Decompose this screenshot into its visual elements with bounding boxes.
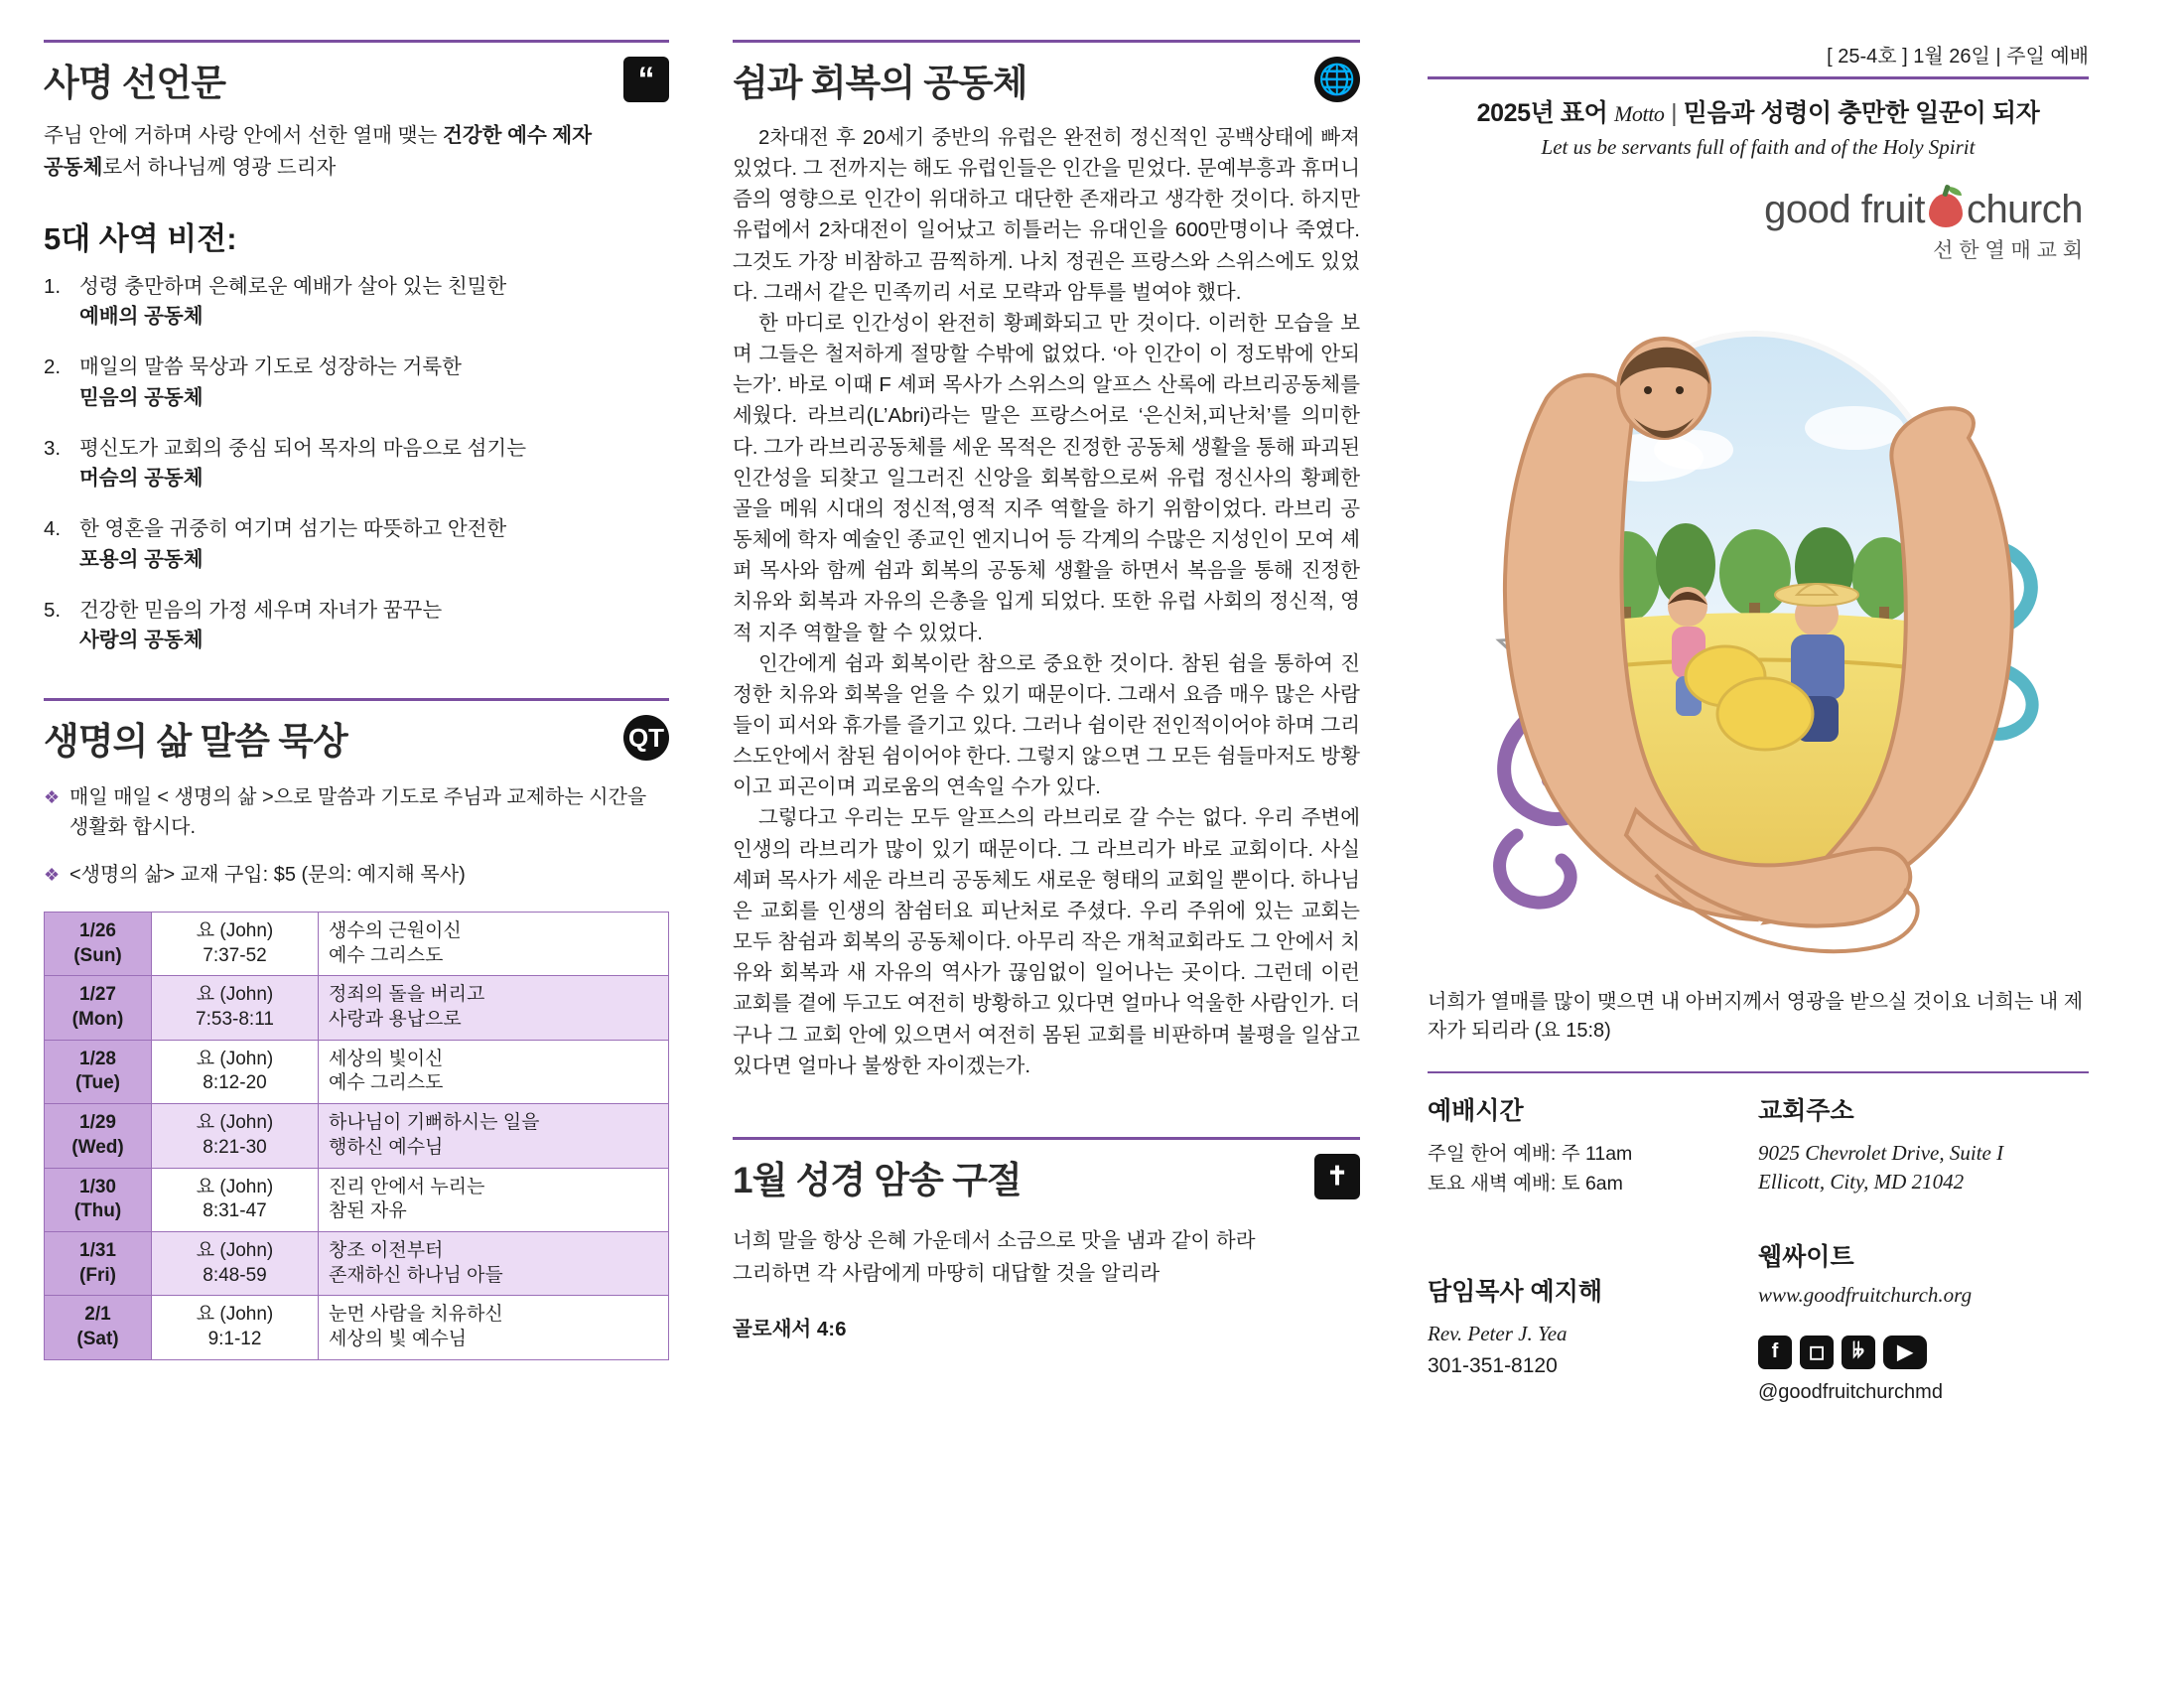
article-title: 쉼과 회복의 공동체 (733, 63, 1027, 103)
issue-line: [ 25-4호 ] 1월 26일 | 주일 예배 (1827, 46, 2089, 68)
vision-item-number: 3. (44, 436, 62, 460)
vision-list (44, 272, 669, 657)
reading-reference: 요 (John) 7:53-8:11 (152, 976, 319, 1040)
mission-line2-bold: 공동체 (44, 155, 103, 179)
instagram-icon[interactable]: ◻ (1800, 1336, 1834, 1369)
vision-item-bold: 포용의 공동체 (79, 547, 204, 571)
illustration-hands-cradling-field (1428, 279, 2083, 964)
reading-date: 1/26 (Sun) (45, 913, 152, 976)
reading-date: 1/29 (Wed) (45, 1104, 152, 1168)
devotion-section (44, 698, 669, 765)
article-paragraph: 한 마디로 인간성이 완전히 황폐화되고 만 것이다. 이러한 모습을 보며 그들은 철저하게 절망할 수밖에 없었다. ‘아 인간이 이 정도밖에 안되는가’. 바로 이때 F 셰퍼 목사가 스위스의 알프스 산록에 라브리공동체를 세웠다. 라브리(L’Abri)라는 말은 프랑스어로 ‘은신처,피난처’를 의미한다. 그가 라브리공동체를 세운 목적은 진정한 공동체 생활을 통해 파괴된 인간성을 되찾고 일그러진 신앙을 회복함으로써 유럽 정신사의 황폐한 골을 메워 시대의 정신적,영적 지주 역할을 하기 위함이었다. 라브리 공동체에 학자 예술인 종교인 엔지니어 등 각계의 수많은 지성인이 모여 셰퍼 목사와 함께 쉼과 회복의 공동체 생활을 하면서 복음을 통해 진정한 치유와 회복과 자유의 은총을 입게 되었다. 또한 유럽 사회의 정신적, 영적 지주 역할을 할 수 있었다. (733, 311, 1360, 644)
motto-year-label: 2025년 표어 (1476, 99, 1608, 127)
memory-verse-line1: 너희 말을 항상 은혜 가운데서 소금으로 맛을 냄과 같이 하라 (733, 1228, 1256, 1252)
reading-date: 2/1 (Sat) (45, 1296, 152, 1359)
reading-reference: 요 (John) 7:37-52 (152, 913, 319, 976)
table-row (45, 1296, 669, 1359)
church-logo (1764, 188, 2083, 264)
reading-title: 진리 안에서 누리는 참된 자유 (319, 1168, 669, 1231)
vision-item-text: 한 영혼을 귀중히 여기며 섬기는 따뜻하고 안전한 (79, 517, 507, 541)
vision-item-bold: 사랑의 공동체 (79, 629, 204, 652)
devotion-header (44, 701, 669, 765)
article-header (733, 43, 1360, 106)
mission-line1: 주님 안에 거하며 사랑 안에서 선한 열매 맺는 (44, 124, 444, 147)
service-times-block (1428, 1091, 1758, 1404)
memory-verse-body (733, 1225, 1360, 1291)
address-title: 교회주소 (1758, 1097, 1854, 1125)
diamond-bullet-icon: ❖ (44, 865, 61, 886)
vision-item-number: 2. (44, 355, 62, 379)
reading-reference: 요 (John) 9:1-12 (152, 1296, 319, 1359)
service-times-title: 예배시간 (1428, 1097, 1524, 1125)
reading-date: 1/31 (Fri) (45, 1231, 152, 1295)
vision-item-bold: 예배의 공동체 (79, 305, 204, 329)
address-line: 9025 Chevrolet Drive, Suite I (1758, 1141, 2004, 1165)
pastor-name: Rev. Peter J. Yea (1428, 1322, 1568, 1346)
devotion-bullet (44, 782, 669, 842)
twitter-icon[interactable]: 𝄫 (1842, 1336, 1875, 1369)
vision-item-number: 1. (44, 274, 62, 298)
reading-title: 세상의 빛이신 예수 그리스도 (319, 1040, 669, 1103)
quote-icon: “ (623, 57, 669, 102)
service-time-line: 토요 새벽 예배: 토 6am (1428, 1173, 1623, 1196)
article-paragraph: 그렇다고 우리는 모두 알프스의 라브리로 갈 수는 없다. 우리 주변에 인생의 라브리가 많이 있기 때문이다. 그 라브리가 바로 교회이다. 사실 셰퍼 목사가 세운 라브리 공동체도 새로운 형태의 교회일 뿐이다. 하나님은 교회를 인생의 참쉼터요 피난처로 주셨다. 우리 주위에 있는 교회는 모두 참쉼과 회복의 공동체이다. 아무리 작은 개척교회라도 그 안에서 치유와 회복과 새 자유의 역사가 끊임없이 일어나는 곳이다. 그런데 이런 교회를 곁에 두고도 여전히 방황하고 있다면 얼마나 억울한 사람인가. 더구나 그 교회 안에 있으면서 여전히 몸된 교회를 비판하며 불평을 일삼고 있다면 얼마나 불쌍한 자이겠는가. (733, 806, 1360, 1077)
social-links (1758, 1336, 2073, 1369)
mission-statement (44, 120, 669, 184)
youtube-icon[interactable]: ▶ (1883, 1336, 1927, 1369)
artwork-area (1428, 170, 2089, 984)
devotion-bullet-text: <생명의 삶> 교재 구입: $5 (문의: 예지해 목사) (69, 864, 466, 887)
table-row (45, 976, 669, 1040)
devotion-bullet (44, 860, 669, 890)
artwork-caption: 너희가 열매를 많이 맺으면 내 아버지께서 영광을 받으실 것이요 너희는 내 제자가 되리라 (요 15:8) (1428, 991, 2084, 1042)
info-grid (1428, 1073, 2089, 1404)
mission-title: 사명 선언문 (44, 63, 225, 103)
pastor-phone[interactable]: 301-351-8120 (1428, 1354, 1558, 1378)
memory-verse-section (733, 1137, 1360, 1342)
motto-separator: | (1671, 99, 1678, 127)
vision-item-text: 건강한 믿음의 가정 세우며 자녀가 꿈꾸는 (79, 598, 443, 622)
daily-readings-table (44, 912, 669, 1360)
logo-wordmark (1764, 188, 2083, 232)
right-column (1394, 40, 2089, 1658)
table-row (45, 913, 669, 976)
reading-reference: 요 (John) 8:21-30 (152, 1104, 319, 1168)
table-row (45, 1104, 669, 1168)
website-title: 웹싸이트 (1758, 1242, 1854, 1271)
vision-item-number: 4. (44, 517, 62, 541)
motto-korean: 믿음과 성령이 충만한 일꾼이 되자 (1683, 99, 2040, 127)
vision-item-number: 5. (44, 598, 62, 622)
globe-icon: 🌐 (1314, 57, 1360, 102)
reading-date: 1/30 (Thu) (45, 1168, 152, 1231)
reading-title: 창조 이전부터 존재하신 하나님 아들 (319, 1231, 669, 1295)
reading-title: 정죄의 돌을 버리고 사랑과 용납으로 (319, 976, 669, 1040)
website-url[interactable]: www.goodfruitchurch.org (1758, 1282, 1973, 1307)
apple-fruit-icon (1929, 194, 1963, 227)
qt-icon: QT (623, 715, 669, 761)
info-section (1428, 1071, 2089, 1404)
reading-date: 1/28 (Tue) (45, 1040, 152, 1103)
reading-title: 생수의 근원이신 예수 그리스도 (319, 913, 669, 976)
article-body (733, 122, 1360, 1081)
logo-name-part2: church (1966, 188, 2083, 231)
vision-title: 5대 사역 비전: (44, 220, 237, 256)
reading-reference: 요 (John) 8:48-59 (152, 1231, 319, 1295)
reading-title: 하나님이 기뻐하시는 일을 행하신 예수님 (319, 1104, 669, 1168)
mission-line2: 로서 하나님께 영광 드리자 (102, 155, 337, 179)
motto-block (1428, 79, 2089, 160)
table-row (45, 1040, 669, 1103)
vision-item-text: 성령 충만하며 은혜로운 예배가 살아 있는 친밀한 (79, 274, 507, 298)
diamond-bullet-icon: ❖ (44, 787, 61, 808)
devotion-title: 생명의 삶 말씀 묵상 (44, 721, 347, 763)
middle-column (699, 40, 1394, 1658)
vision-item (44, 272, 669, 334)
motto-korean-line (1428, 93, 2089, 129)
reading-reference: 요 (John) 8:31-47 (152, 1168, 319, 1231)
mission-line1-bold: 건강한 예수 제자 (443, 124, 593, 147)
motto-english: Let us be servants full of faith and of the Holy Spirit (1541, 135, 1976, 159)
pastor-title: 담임목사 예지해 (1428, 1278, 1602, 1307)
reading-title: 눈먼 사람을 치유하신 세상의 빛 예수님 (319, 1296, 669, 1359)
vision-item (44, 514, 669, 576)
memory-verse-line2: 그리하면 각 사람에게 마땅히 대답할 것을 알리라 (733, 1261, 1160, 1285)
social-handle: @goodfruitchurchmd (1758, 1380, 1943, 1403)
logo-name-part1: good fruit (1764, 188, 1925, 231)
memory-verse-reference: 골로새서 4:6 (733, 1318, 847, 1341)
reading-reference: 요 (John) 8:12-20 (152, 1040, 319, 1103)
vision-item-text: 평신도가 교회의 중심 되어 목자의 마음으로 섬기는 (79, 436, 527, 460)
address-block (1758, 1091, 2089, 1404)
cross-icon: ✝ (1314, 1154, 1360, 1199)
vision-item-bold: 믿음의 공동체 (79, 385, 204, 409)
facebook-icon[interactable]: f (1758, 1336, 1792, 1369)
address-line: Ellicott, City, MD 21042 (1758, 1170, 1965, 1195)
table-row (45, 1168, 669, 1231)
vision-item-text: 매일의 말씀 묵상과 기도로 성장하는 거룩한 (79, 355, 462, 379)
memory-verse-header (733, 1140, 1360, 1203)
motto-word: Motto (1613, 101, 1665, 126)
logo-korean-name: 선 한 열 매 교 회 (1933, 239, 2083, 262)
reading-date: 1/27 (Mon) (45, 976, 152, 1040)
article-paragraph: 2차대전 후 20세기 중반의 유럽은 완전히 정신적인 공백상태에 빠져있었다. 그 전까지는 해도 유럽인들은 인간을 믿었다. 문예부흥과 휴머니즘의 영향으로 인간이 위대하고 대단한 존재라고 생각한 것이다. 하지만 유럽에서 2차대전이 일어났고 히틀러는 유대인을 600만명이나 죽였다. 그것도 가장 비참하고 끔찍하게. 나치 정권은 프랑스와 스위스에도 있었다. 그래서 같은 민족끼리 서로 모략과 암투를 벌여야 했다. (733, 126, 1360, 304)
vision-item (44, 434, 669, 495)
service-time-line: 주일 한어 예배: 주 11am (1428, 1143, 1633, 1165)
mission-header (44, 43, 669, 106)
vision-item (44, 352, 669, 414)
devotion-bullet-text: 매일 매일 < 생명의 삶 >으로 말씀과 기도로 주님과 교제하는 시간을 생활화 합시다. (69, 786, 647, 839)
vision-item-bold: 머슴의 공동체 (79, 467, 204, 491)
left-column (44, 40, 699, 1658)
vision-item (44, 596, 669, 657)
table-row (45, 1231, 669, 1295)
memory-verse-title: 1월 성경 암송 구절 (733, 1159, 1022, 1200)
article-paragraph: 인간에게 쉼과 회복이란 참으로 중요한 것이다. 참된 쉼을 통하여 진정한 치유와 회복을 얻을 수 있기 때문이다. 그래서 요즘 매우 많은 사람들이 피서와 휴가를 즐기고 있다. 그러나 쉼이란 전인적이어야 하며 그리스도안에서 참된 쉼이어야 한다. 그렇지 않으면 그 모든 쉼들마저도 방황이고 피곤이며 괴로움의 연속일 수가 있다. (733, 651, 1360, 799)
